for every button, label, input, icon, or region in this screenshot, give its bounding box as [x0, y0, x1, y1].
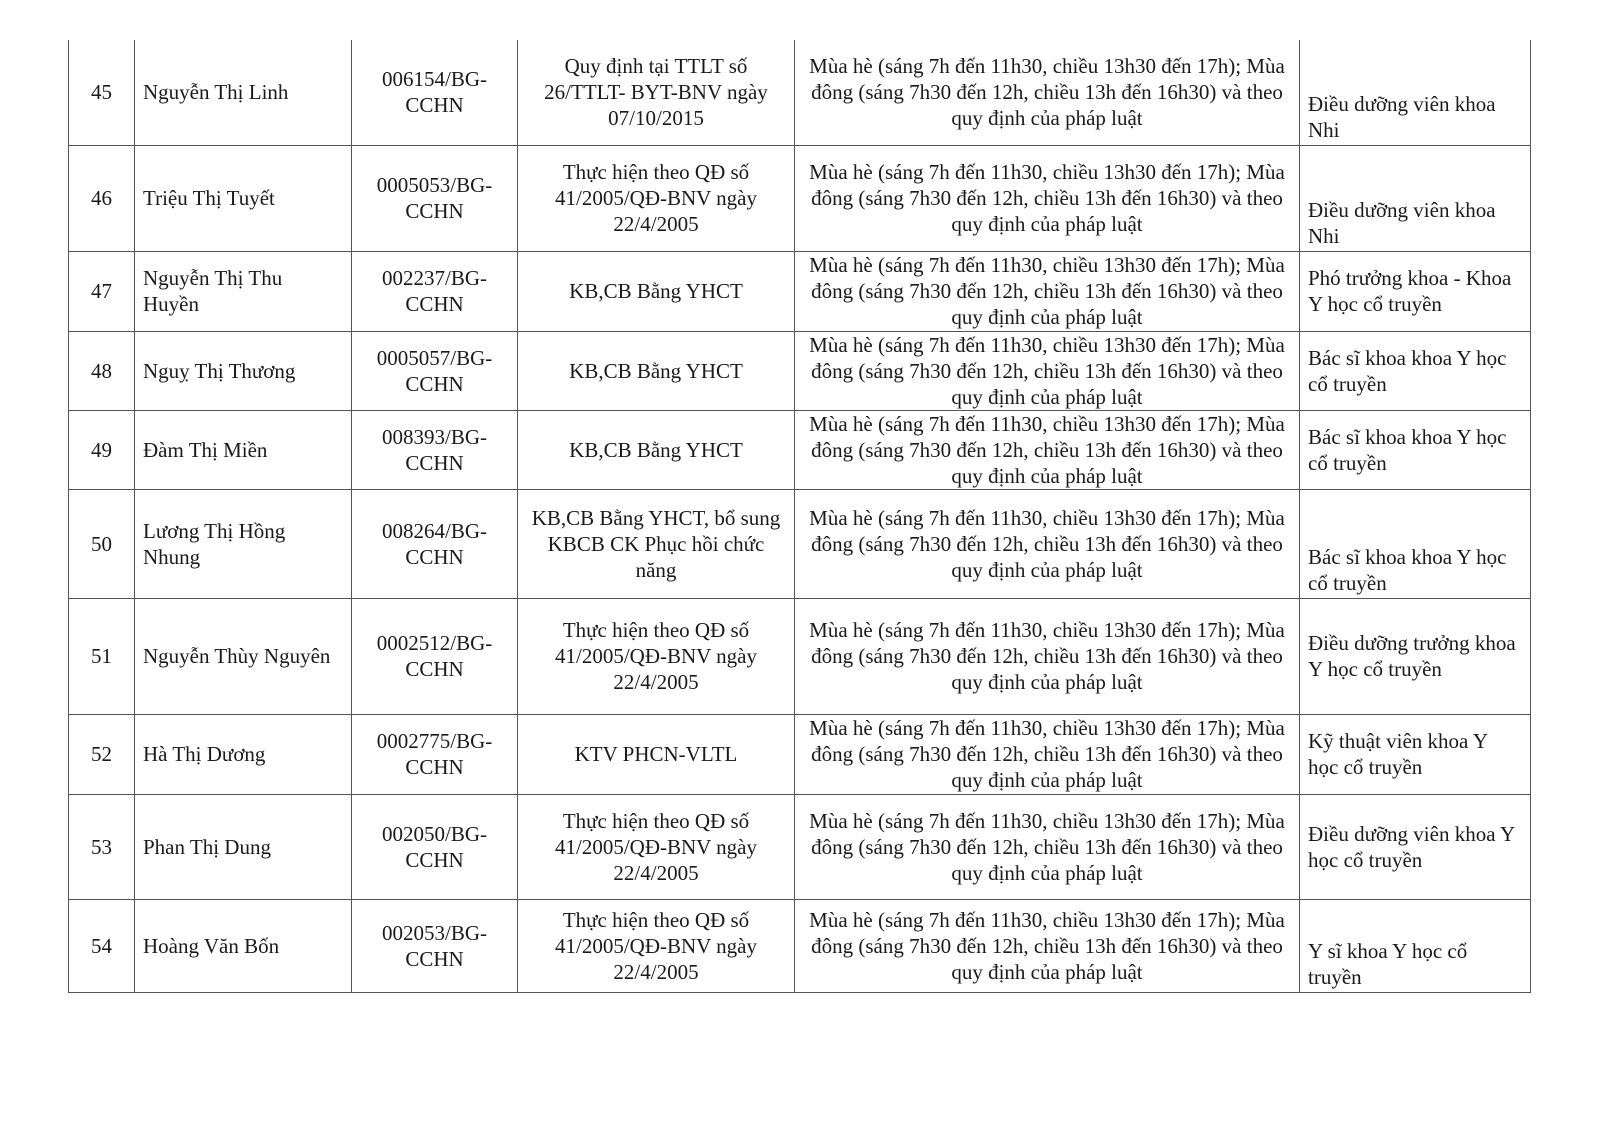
table-row	[69, 251, 1531, 331]
certificate-number: 0002512/BG-CCHN	[352, 598, 518, 714]
working-hours: Mùa hè (sáng 7h đến 11h30, chiều 13h30 đến 17h); Mùa đông (sáng 7h30 đến 12h, chiều 13h đến 16h30) và theo quy định của pháp luật	[795, 598, 1300, 714]
position: Y sĩ khoa Y học cổ truyền	[1300, 899, 1531, 992]
position: Điều dưỡng viên khoa Nhi	[1300, 145, 1531, 251]
row-number: 46	[69, 145, 135, 251]
staff-name: Hà Thị Dương	[135, 714, 352, 794]
table-row	[69, 714, 1531, 794]
working-hours: Mùa hè (sáng 7h đến 11h30, chiều 13h30 đến 17h); Mùa đông (sáng 7h30 đến 12h, chiều 13h đến 16h30) và theo quy định của pháp luật	[795, 251, 1300, 331]
row-number: 53	[69, 794, 135, 899]
practice-scope: Thực hiện theo QĐ số 41/2005/QĐ-BNV ngày 22/4/2005	[518, 598, 795, 714]
certificate-number: 002050/BG-CCHN	[352, 794, 518, 899]
row-number: 50	[69, 489, 135, 598]
practice-scope: KB,CB Bằng YHCT, bổ sung KBCB CK Phục hồi chức năng	[518, 489, 795, 598]
row-number: 45	[69, 40, 135, 145]
staff-name: Nguyễn Thị Linh	[135, 40, 352, 145]
staff-name: Đàm Thị Miền	[135, 410, 352, 489]
row-number: 52	[69, 714, 135, 794]
table-row	[69, 331, 1531, 410]
table-row	[69, 40, 1531, 145]
position: Kỹ thuật viên khoa Y học cổ truyền	[1300, 714, 1531, 794]
working-hours: Mùa hè (sáng 7h đến 11h30, chiều 13h30 đến 17h); Mùa đông (sáng 7h30 đến 12h, chiều 13h đến 16h30) và theo quy định của pháp luật	[795, 145, 1300, 251]
working-hours: Mùa hè (sáng 7h đến 11h30, chiều 13h30 đến 17h); Mùa đông (sáng 7h30 đến 12h, chiều 13h đến 16h30) và theo quy định của pháp luật	[795, 410, 1300, 489]
position: Điều dưỡng viên khoa Y học cổ truyền	[1300, 794, 1531, 899]
staff-name: Lương Thị Hồng Nhung	[135, 489, 352, 598]
table-row	[69, 489, 1531, 598]
position: Điều dưỡng trưởng khoa Y học cổ truyền	[1300, 598, 1531, 714]
position: Điều dưỡng viên khoa Nhi	[1300, 40, 1531, 145]
working-hours: Mùa hè (sáng 7h đến 11h30, chiều 13h30 đến 17h); Mùa đông (sáng 7h30 đến 12h, chiều 13h đến 16h30) và theo quy định của pháp luật	[795, 714, 1300, 794]
staff-name: Triệu Thị Tuyết	[135, 145, 352, 251]
certificate-number: 006154/BG-CCHN	[352, 40, 518, 145]
row-number: 51	[69, 598, 135, 714]
position: Bác sĩ khoa khoa Y học cổ truyền	[1300, 489, 1531, 598]
certificate-number: 0005057/BG-CCHN	[352, 331, 518, 410]
certificate-number: 0002775/BG-CCHN	[352, 714, 518, 794]
certificate-number: 008393/BG-CCHN	[352, 410, 518, 489]
practice-scope: KB,CB Bằng YHCT	[518, 251, 795, 331]
table-row	[69, 794, 1531, 899]
practice-scope: KTV PHCN-VLTL	[518, 714, 795, 794]
certificate-number: 0005053/BG-CCHN	[352, 145, 518, 251]
practice-scope: Quy định tại TTLT số 26/TTLT- BYT-BNV ngày 07/10/2015	[518, 40, 795, 145]
table-row	[69, 145, 1531, 251]
row-number: 49	[69, 410, 135, 489]
working-hours: Mùa hè (sáng 7h đến 11h30, chiều 13h30 đến 17h); Mùa đông (sáng 7h30 đến 12h, chiều 13h đến 16h30) và theo quy định của pháp luật	[795, 489, 1300, 598]
practice-scope: Thực hiện theo QĐ số 41/2005/QĐ-BNV ngày 22/4/2005	[518, 794, 795, 899]
staff-table	[68, 40, 1531, 993]
working-hours: Mùa hè (sáng 7h đến 11h30, chiều 13h30 đến 17h); Mùa đông (sáng 7h30 đến 12h, chiều 13h đến 16h30) và theo quy định của pháp luật	[795, 794, 1300, 899]
table-row	[69, 410, 1531, 489]
table-row	[69, 899, 1531, 992]
practice-scope: KB,CB Bằng YHCT	[518, 410, 795, 489]
staff-name: Phan Thị Dung	[135, 794, 352, 899]
position: Bác sĩ khoa khoa Y học cổ truyền	[1300, 331, 1531, 410]
staff-name: Nguyễn Thị Thu Huyền	[135, 251, 352, 331]
practice-scope: Thực hiện theo QĐ số 41/2005/QĐ-BNV ngày 22/4/2005	[518, 899, 795, 992]
certificate-number: 008264/BG-CCHN	[352, 489, 518, 598]
row-number: 48	[69, 331, 135, 410]
staff-name: Hoàng Văn Bốn	[135, 899, 352, 992]
row-number: 54	[69, 899, 135, 992]
working-hours: Mùa hè (sáng 7h đến 11h30, chiều 13h30 đến 17h); Mùa đông (sáng 7h30 đến 12h, chiều 13h đến 16h30) và theo quy định của pháp luật	[795, 40, 1300, 145]
staff-name: Nguỵ Thị Thương	[135, 331, 352, 410]
position: Bác sĩ khoa khoa Y học cổ truyền	[1300, 410, 1531, 489]
working-hours: Mùa hè (sáng 7h đến 11h30, chiều 13h30 đến 17h); Mùa đông (sáng 7h30 đến 12h, chiều 13h đến 16h30) và theo quy định của pháp luật	[795, 331, 1300, 410]
certificate-number: 002237/BG-CCHN	[352, 251, 518, 331]
certificate-number: 002053/BG-CCHN	[352, 899, 518, 992]
practice-scope: Thực hiện theo QĐ số 41/2005/QĐ-BNV ngày 22/4/2005	[518, 145, 795, 251]
staff-name: Nguyễn Thùy Nguyên	[135, 598, 352, 714]
practice-scope: KB,CB Bằng YHCT	[518, 331, 795, 410]
working-hours: Mùa hè (sáng 7h đến 11h30, chiều 13h30 đến 17h); Mùa đông (sáng 7h30 đến 12h, chiều 13h đến 16h30) và theo quy định của pháp luật	[795, 899, 1300, 992]
table-row	[69, 598, 1531, 714]
position: Phó trưởng khoa - Khoa Y học cổ truyền	[1300, 251, 1531, 331]
row-number: 47	[69, 251, 135, 331]
